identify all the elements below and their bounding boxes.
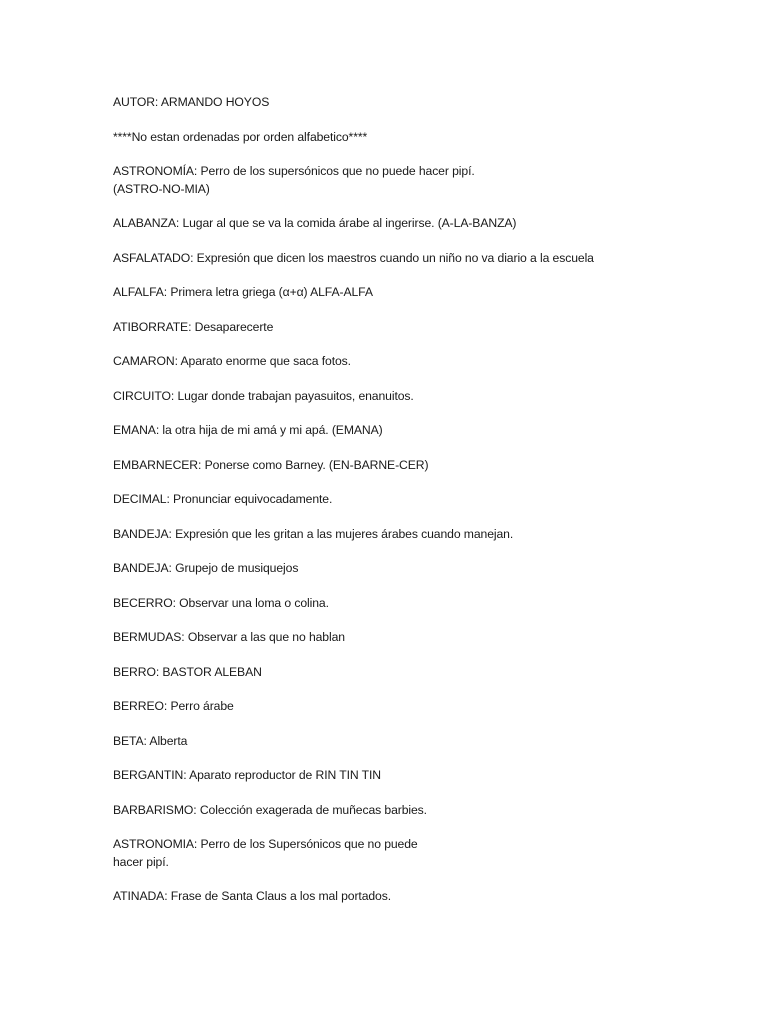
spacer bbox=[113, 336, 733, 353]
spacer bbox=[113, 440, 733, 457]
entry bbox=[113, 353, 733, 371]
entry-text: BERMUDAS: Observar a las que no hablan bbox=[113, 630, 345, 644]
entry bbox=[113, 698, 733, 716]
entry-text: BANDEJA: Expresión que les gritan a las mujeres árabes cuando manejan. bbox=[113, 526, 514, 541]
entry bbox=[113, 284, 733, 302]
entry bbox=[113, 250, 733, 268]
spacer bbox=[113, 785, 733, 802]
entry bbox=[113, 664, 733, 682]
entry-text: EMBARNECER: Ponerse como Barney. (EN-BARNE-CER) bbox=[113, 457, 429, 472]
spacer bbox=[113, 371, 733, 388]
spacer bbox=[113, 716, 733, 733]
entry bbox=[113, 319, 733, 337]
entry-text: ASTRONOMÍA: Perro de los supersónicos que no puede hacer pipí. bbox=[113, 164, 475, 178]
entry-text: EMANA: la otra hija de mi amá y mi apá. (EMANA) bbox=[113, 423, 383, 437]
entry bbox=[113, 595, 733, 613]
spacer bbox=[113, 146, 733, 163]
entry-text: BERGANTIN: Aparato reproductor de RIN TIN TIN bbox=[113, 768, 382, 782]
spacer bbox=[113, 405, 733, 422]
entry bbox=[113, 422, 733, 440]
entry-text: ASFALATADO: Expresión que dicen los maestros cuando un niño no va diario a la escuela bbox=[113, 250, 594, 265]
entry-text: BERREO: Perro árabe bbox=[113, 699, 234, 713]
spacer bbox=[113, 578, 733, 595]
spacer bbox=[113, 871, 733, 888]
entry-text: ATINADA: Frase de Santa Claus a los mal portados. bbox=[113, 889, 392, 903]
entry bbox=[113, 802, 733, 820]
entry bbox=[113, 215, 733, 233]
entry-text: BARBARISMO: Colección exagerada de muñecas barbies. bbox=[113, 802, 427, 817]
entry-text: DECIMAL: Pronunciar equivocadamente. bbox=[113, 492, 333, 506]
document-page bbox=[113, 94, 733, 906]
entry-text: BECERRO: Observar una loma o colina. bbox=[113, 595, 329, 610]
entry-text: CAMARON: Aparato enorme que saca fotos. bbox=[113, 354, 351, 368]
entry bbox=[113, 733, 733, 751]
spacer bbox=[113, 612, 733, 629]
entry bbox=[113, 388, 733, 406]
entry-text: ALFALFA: Primera letra griega (α+α) ALFA-ALFA bbox=[113, 285, 373, 299]
entry bbox=[113, 491, 733, 509]
spacer bbox=[113, 474, 733, 491]
entry bbox=[113, 836, 733, 871]
entry-text: ASTRONOMIA: Perro de los Supersónicos que no puede bbox=[113, 837, 418, 851]
entry bbox=[113, 526, 733, 544]
spacer bbox=[113, 750, 733, 767]
entry-text: ALABANZA: Lugar al que se va la comida árabe al ingerirse. (A-LA-BANZA) bbox=[113, 216, 517, 230]
entry bbox=[113, 629, 733, 647]
spacer bbox=[113, 302, 733, 319]
author-line: AUTOR: ARMANDO HOYOS bbox=[113, 95, 270, 109]
entry-text: CIRCUITO: Lugar donde trabajan payasuitos, enanuitos. bbox=[113, 388, 414, 403]
entry-text: BERRO: BASTOR ALEBAN bbox=[113, 664, 262, 679]
spacer bbox=[113, 112, 733, 129]
entry-text: ATIBORRATE: Desaparecerte bbox=[113, 319, 274, 334]
spacer bbox=[113, 543, 733, 560]
spacer bbox=[113, 267, 733, 284]
entry bbox=[113, 767, 733, 785]
spacer bbox=[113, 198, 733, 215]
note-line: ****No estan ordenadas por orden alfabetico**** bbox=[113, 129, 368, 144]
entry bbox=[113, 457, 733, 475]
entry bbox=[113, 163, 733, 198]
spacer bbox=[113, 647, 733, 664]
spacer bbox=[113, 233, 733, 250]
entry bbox=[113, 560, 733, 578]
entry bbox=[113, 888, 733, 906]
spacer bbox=[113, 509, 733, 526]
entry-text-continued: (ASTRO-NO-MIA) bbox=[113, 181, 210, 196]
entry-text: BETA: Alberta bbox=[113, 733, 188, 748]
spacer bbox=[113, 819, 733, 836]
entry-text-continued: hacer pipí. bbox=[113, 854, 169, 869]
spacer bbox=[113, 681, 733, 698]
entry-text: BANDEJA: Grupejo de musiquejos bbox=[113, 561, 299, 575]
